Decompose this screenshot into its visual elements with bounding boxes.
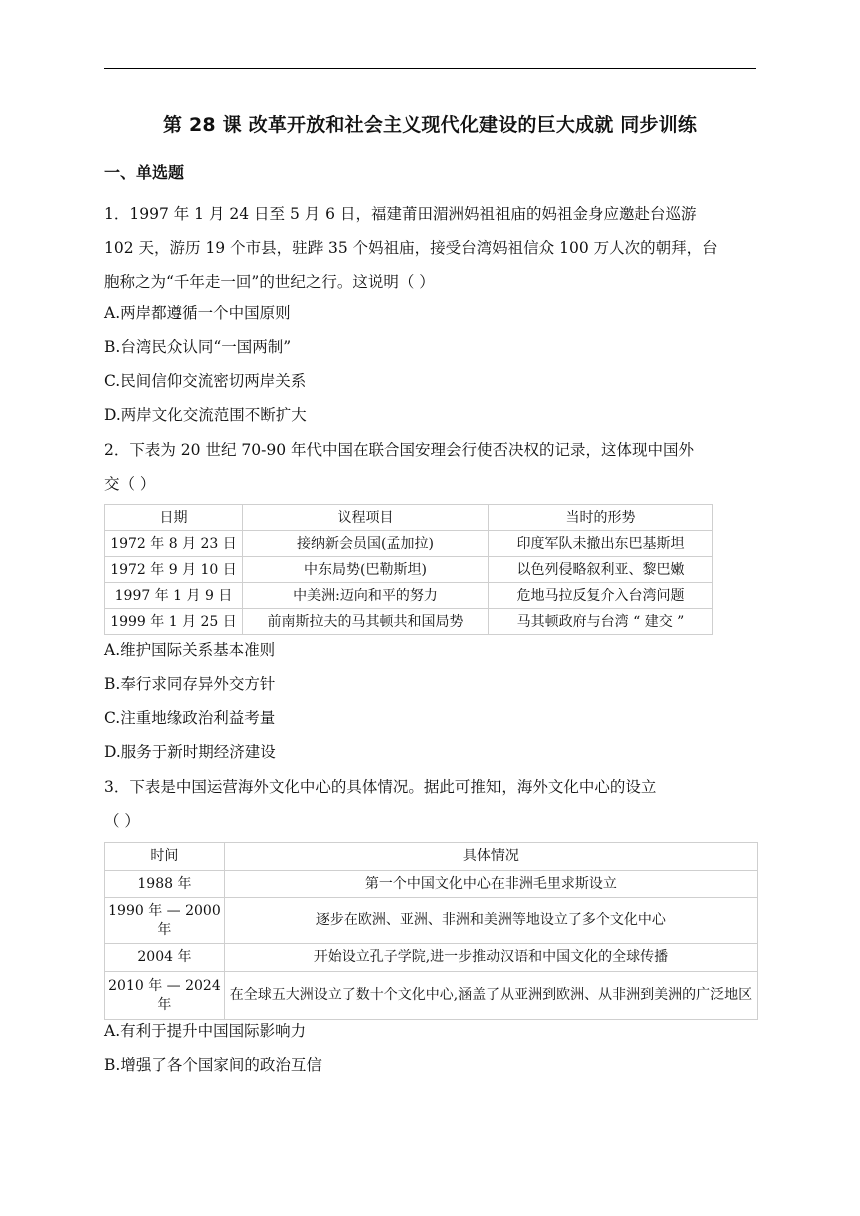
table-cell: 在全球五大洲设立了数十个文化中心,涵盖了从亚洲到欧洲、从非洲到美洲的广泛地区: [224, 972, 757, 1020]
q1-option-b[interactable]: B.台湾民众认同“一国两制”: [104, 338, 292, 356]
question-1-line: 胞称之为“千年走一回”的世纪之行。这说明（ ）: [104, 273, 435, 291]
q2-option-b[interactable]: B.奉行求同存异外交方针: [104, 675, 276, 693]
table-row: [105, 531, 713, 557]
culture-center-table: [104, 842, 758, 1020]
q1-option-c[interactable]: C.民间信仰交流密切两岸关系: [104, 372, 307, 390]
table-header-row: [105, 505, 713, 531]
table-cell: 1997 年 1 月 9 日: [105, 583, 243, 609]
table-cell: 第一个中国文化中心在非洲毛里求斯设立: [224, 871, 757, 898]
question-1-stem: [104, 197, 756, 299]
table-row: [105, 609, 713, 635]
question-3-line: （ ）: [104, 812, 140, 830]
table-cell: 1990 年 — 2000 年: [105, 898, 225, 944]
question-1-line: 1．1997 年 1 月 24 日至 5 月 6 日，福建莆田湄洲妈祖祖庙的妈祖金身应邀赴台巡游: [104, 205, 697, 223]
question-3-stem: [104, 770, 756, 838]
table-row: [105, 871, 758, 898]
section-heading: 一、单选题: [104, 163, 185, 182]
table-cell: 2010 年 — 2024 年: [105, 972, 225, 1020]
table-cell: 中美洲:迈向和平的努力: [243, 583, 489, 609]
veto-record-table: [104, 504, 713, 635]
table-cell: 中东局势(巴勒斯坦): [243, 557, 489, 583]
table-cell: 马其顿政府与台湾 “ 建交 ”: [489, 609, 713, 635]
question-3-line: 3．下表是中国运营海外文化中心的具体情况。据此可推知，海外文化中心的设立: [104, 778, 657, 796]
table-cell: 2004 年: [105, 944, 225, 972]
question-2-stem: [104, 433, 756, 501]
table-cell: 危地马拉反复介入台湾问题: [489, 583, 713, 609]
q3-option-a[interactable]: A.有利于提升中国国际影响力: [104, 1022, 307, 1040]
q1-option-d[interactable]: D.两岸文化交流范围不断扩大: [104, 406, 307, 424]
table-row: [105, 898, 758, 944]
table-cell: 接纳新会员国(孟加拉): [243, 531, 489, 557]
table-cell: 印度军队未撤出东巴基斯坦: [489, 531, 713, 557]
table-cell: 1972 年 8 月 23 日: [105, 531, 243, 557]
table-cell: 前南斯拉夫的马其顿共和国局势: [243, 609, 489, 635]
table-cell: 1972 年 9 月 10 日: [105, 557, 243, 583]
table-row: [105, 557, 713, 583]
q2-option-d[interactable]: D.服务于新时期经济建设: [104, 743, 276, 761]
q1-option-a[interactable]: A.两岸都遵循一个中国原则: [104, 304, 291, 322]
table-header-cell: 具体情况: [224, 843, 757, 871]
q3-option-b[interactable]: B.增强了各个国家间的政治互信: [104, 1056, 322, 1074]
table-header-row: [105, 843, 758, 871]
question-2-line: 交（ ）: [104, 475, 156, 493]
table-cell: 以色列侵略叙利亚、黎巴嫩: [489, 557, 713, 583]
table-cell: 开始设立孔子学院,进一步推动汉语和中国文化的全球传播: [224, 944, 757, 972]
table-cell: 1999 年 1 月 25 日: [105, 609, 243, 635]
table-header-cell: 议程项目: [243, 505, 489, 531]
table-header-cell: 日期: [105, 505, 243, 531]
table-header-cell: 当时的形势: [489, 505, 713, 531]
q2-option-c[interactable]: C.注重地缘政治利益考量: [104, 709, 276, 727]
question-2-line: 2．下表为 20 世纪 70-90 年代中国在联合国安理会行使否决权的记录，这体现中国外: [104, 441, 694, 459]
table-row: [105, 583, 713, 609]
page-title: 第 28 课 改革开放和社会主义现代化建设的巨大成就 同步训练: [162, 114, 698, 136]
table-cell: 1988 年: [105, 871, 225, 898]
q2-option-a[interactable]: A.维护国际关系基本准则: [104, 641, 276, 659]
table-cell: 逐步在欧洲、亚洲、非洲和美洲等地设立了多个文化中心: [224, 898, 757, 944]
table-row: [105, 944, 758, 972]
table-row: [105, 972, 758, 1020]
header-rule: [104, 68, 756, 69]
table-header-cell: 时间: [105, 843, 225, 871]
question-1-line: 102 天，游历 19 个市县，驻跸 35 个妈祖庙，接受台湾妈祖信众 100 万人次的朝拜，台: [104, 239, 718, 257]
